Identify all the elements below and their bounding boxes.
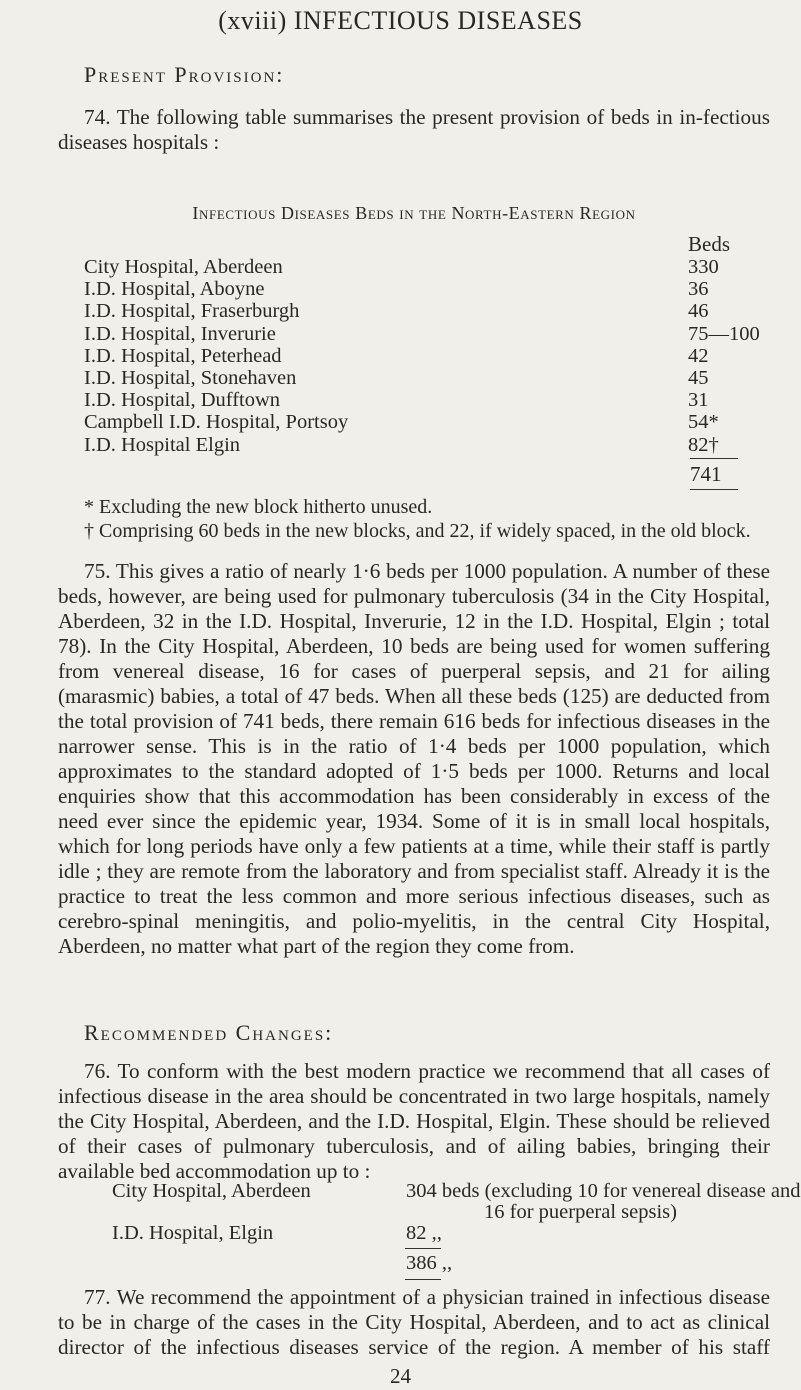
bed-count: 45 xyxy=(688,366,709,389)
page-header: (xviii) INFECTIOUS DISEASES xyxy=(218,6,583,35)
section-heading-recommended-changes: Recommended Changes: xyxy=(84,1020,334,1045)
total-rule xyxy=(690,458,738,459)
total-underline xyxy=(690,489,738,490)
recommended-total: 386 ,, xyxy=(406,1252,453,1274)
section-heading-present-provision: Present Provision: xyxy=(84,62,285,87)
table-row xyxy=(84,411,764,433)
beds-table xyxy=(84,256,764,456)
bed-count: 36 xyxy=(688,278,709,301)
paragraph-74: 74. The following table summarises the present provision of beds in in-fectious diseases hospitals : xyxy=(58,105,770,154)
table-row xyxy=(84,367,764,389)
table-row xyxy=(84,323,764,345)
bed-count: 82† xyxy=(688,433,719,456)
table-row xyxy=(84,389,764,411)
recommended-value-cont: 16 for puerperal sepsis) xyxy=(484,1201,677,1223)
recommended-name: I.D. Hospital, Elgin xyxy=(112,1222,274,1244)
table-title: Infectious Diseases Beds in the North-Eastern Region xyxy=(192,203,636,223)
paragraph-76: 76. To conform with the best modern practice we recommend that all cases of infectious disease in the area should be concentrated in two large hospitals, namely the City Hospital, Aberdeen, and the I.D. Hospital, Elgin. These should be relieved of their cases of pulmonary tuberculosis, and of ailing babies, bringing their available bed accommodation up to : xyxy=(58,1059,770,1183)
recommended-rule xyxy=(405,1248,441,1249)
footnote-2: † Comprising 60 beds in the new blocks, and 22, if widely spaced, in the old block. xyxy=(84,520,751,542)
recommended-value: 304 beds (excluding 10 for venereal disease and xyxy=(406,1180,801,1202)
hospital-name: I.D. Hospital, Aboyne xyxy=(84,278,265,301)
paragraph-77: 77. We recommend the appointment of a physician trained in infectious disease to be in charge of the cases in the City Hospital, Aberdeen, and to act as clinical director of the infectious diseases service of the region. A member of his staff xyxy=(58,1285,770,1359)
hospital-name: Campbell I.D. Hospital, Portsoy xyxy=(84,411,349,434)
hospital-name: I.D. Hospital, Peterhead xyxy=(84,344,282,367)
hospital-name: I.D. Hospital Elgin xyxy=(84,433,241,456)
table-row xyxy=(84,300,764,322)
hospital-name: I.D. Hospital, Stonehaven xyxy=(84,366,297,389)
table-row xyxy=(84,345,764,367)
page-number: 24 xyxy=(390,1364,411,1388)
hospital-name: I.D. Hospital, Fraserburgh xyxy=(84,300,300,323)
table-column-beds: Beds xyxy=(688,232,730,256)
bed-count: 330 xyxy=(688,256,719,278)
hospital-name: I.D. Hospital, Dufftown xyxy=(84,389,281,412)
hospital-name: City Hospital, Aberdeen xyxy=(84,256,283,278)
bed-count: 46 xyxy=(688,300,709,323)
bed-count: 31 xyxy=(688,389,709,412)
footnote-1: * Excluding the new block hitherto unused. xyxy=(84,496,433,518)
hospital-name: I.D. Hospital, Inverurie xyxy=(84,322,276,345)
bed-count: 42 xyxy=(688,344,709,367)
recommended-value: 82 ,, xyxy=(406,1222,442,1244)
table-row xyxy=(84,434,764,456)
paragraph-75: 75. This gives a ratio of nearly 1·6 beds per 1000 population. A number of these beds, however, are being used for pulmonary tuberculosis (34 in the City Hospital, Aberdeen, 32 in the I.D. Hospital, Inverurie, 12 in the I.D. Hospital, Elgin ; total 78). In the City Hospital, Aberdeen, 10 beds are being used for women suffering from venereal disease, 16 for cases of puerperal sepsis, and 21 for ailing (marasmic) babies, a total of 47 beds. When all these beds (125) are deducted from the total provision of 741 beds, there remain 616 beds for infectious diseases in the narrower sense. This is in the ratio of 1·4 beds per 1000 population, which approximates to the standard adopted of 1·5 beds per 1000. Returns and local enquiries show that this accommodation has been considerably in excess of the need ever since the epidemic year, 1934. Some of it is in small local hospitals, which for long periods have only a few patients at a time, while their staff is partly idle ; they are remote from the laboratory and from specialist staff. Already it is the practice to treat the less common and more serious infectious diseases, such as cerebro-spinal meningitis, and polio-myelitis, in the central City Hospital, Aberdeen, no matter what part of the region they come from. xyxy=(58,559,770,958)
table-total: 741 xyxy=(690,462,722,486)
bed-count: 75—100 xyxy=(688,322,760,345)
bed-count: 54* xyxy=(688,411,719,434)
table-row xyxy=(84,256,764,278)
table-row xyxy=(84,278,764,300)
recommended-underline xyxy=(405,1279,441,1280)
recommended-name: City Hospital, Aberdeen xyxy=(112,1180,311,1202)
